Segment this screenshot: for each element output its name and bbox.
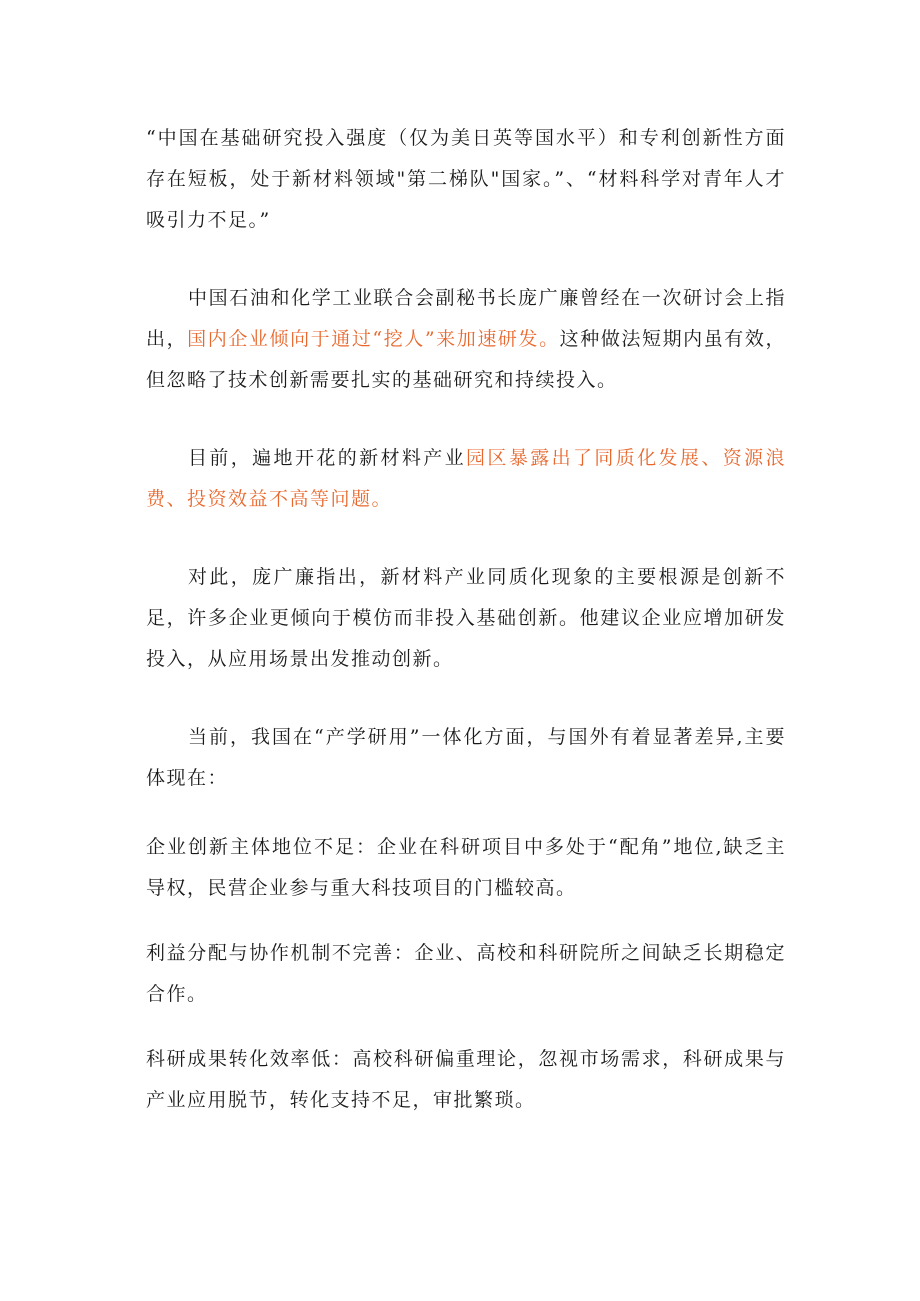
list-item-research-transfer: 科研成果转化效率低：高校科研偏重理论，忽视市场需求，科研成果与产业应用脱节，转化支持不足，审批繁琐。 bbox=[146, 1048, 786, 1111]
highlight-text: 国内企业倾向于通过“挖人”来加速研发。 bbox=[187, 328, 560, 350]
paragraph-industrial-parks bbox=[146, 438, 786, 520]
highlight-text: 园区暴露出了同质化发展、资源浪费、投资效益不高等问题。 bbox=[146, 447, 786, 510]
paragraph-innovation-root-cause: 对此，庞广廉指出，新材料产业同质化现象的主要根源是创新不足，许多企业更倾向于模仿而非投入基础创新。他建议企业应增加研发投入，从应用场景出发推动创新。 bbox=[146, 566, 786, 670]
document-body bbox=[146, 118, 786, 1145]
list-item-enterprise-role: 企业创新主体地位不足：企业在科研项目中多处于“配角”地位,缺乏主导权，民营企业参与重大科技项目的门槛较高。 bbox=[146, 836, 786, 899]
list-item-benefit-distribution: 利益分配与协作机制不完善：企业、高校和科研院所之间缺乏长期稳定合作。 bbox=[146, 942, 786, 1005]
paragraph-text: 这种做法短期内虽有效，但忽略了技术创新需要扎实的基础研究和持续投入。 bbox=[146, 328, 786, 391]
paragraph-industry-academia-intro: 当前，我国在“产学研用”一体化方面，与国外有着显著差异,主要体现在： bbox=[146, 726, 786, 789]
paragraph-text: 中国石油和化学工业联合会副秘书长庞广廉曾经在一次研讨会上指出， bbox=[146, 287, 786, 350]
paragraph-quote: “中国在基础研究投入强度（仅为美日英等国水平）和专利创新性方面存在短板，处于新材料领域"第二梯队"国家。”、“材料科学对青年人才吸引力不足。” bbox=[146, 127, 786, 231]
paragraph-pang-remark bbox=[146, 278, 786, 401]
paragraph-text: 目前，遍地开花的新材料产业 bbox=[188, 447, 467, 469]
